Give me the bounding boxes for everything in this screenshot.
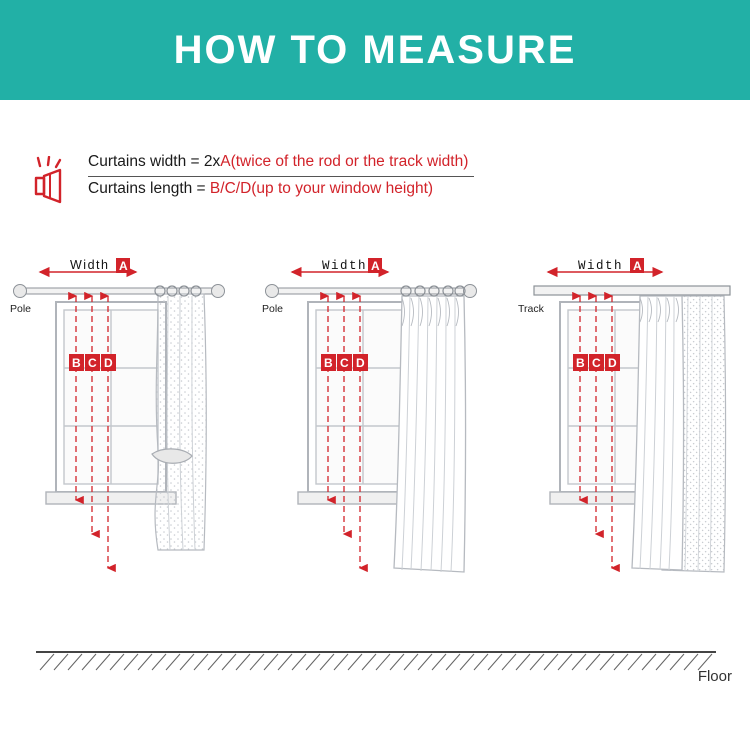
- svg-text:A: A: [119, 259, 128, 273]
- svg-text:Width: Width: [322, 259, 368, 273]
- svg-text:A: A: [371, 259, 380, 273]
- formula-width-suffix: (twice of the rod or the track width): [230, 153, 469, 170]
- svg-text:Track: Track: [518, 303, 544, 315]
- svg-text:Pole: Pole: [262, 303, 284, 315]
- svg-text:C: C: [88, 356, 97, 370]
- floor-area: [0, 630, 750, 710]
- formula-length-prefix: Curtains length =: [88, 180, 210, 197]
- formula-length-line: [88, 177, 474, 203]
- svg-text:A: A: [633, 259, 642, 273]
- diagram-track-pair: [512, 250, 750, 620]
- diagram-pole-long: [260, 250, 500, 620]
- formula-width-letter: A: [220, 153, 231, 170]
- diagram-row: [0, 250, 750, 620]
- svg-text:D: D: [104, 356, 113, 370]
- svg-text:Width: Width: [70, 258, 110, 272]
- svg-text:Pole: Pole: [10, 303, 32, 315]
- svg-text:B: B: [72, 356, 81, 370]
- formula-length-suffix: (up to your window height): [251, 180, 434, 197]
- svg-text:D: D: [356, 356, 365, 370]
- formula-lines: [88, 150, 474, 203]
- svg-text:Width: Width: [578, 259, 624, 273]
- svg-text:C: C: [592, 356, 601, 370]
- svg-text:C: C: [340, 356, 349, 370]
- svg-text:B: B: [576, 356, 585, 370]
- diagram-pole-tieback: [8, 250, 248, 620]
- floor-label: Floor: [697, 668, 732, 685]
- formula-width-line: [88, 150, 474, 177]
- svg-text:D: D: [608, 356, 617, 370]
- svg-text:B: B: [324, 356, 333, 370]
- formula-length-letters: B/C/D: [209, 180, 252, 197]
- header-banner: [0, 0, 750, 100]
- megaphone-icon: [30, 156, 84, 206]
- formula-width-prefix: Curtains width = 2x: [88, 153, 221, 170]
- page-title: HOW TO MEASURE: [173, 27, 577, 72]
